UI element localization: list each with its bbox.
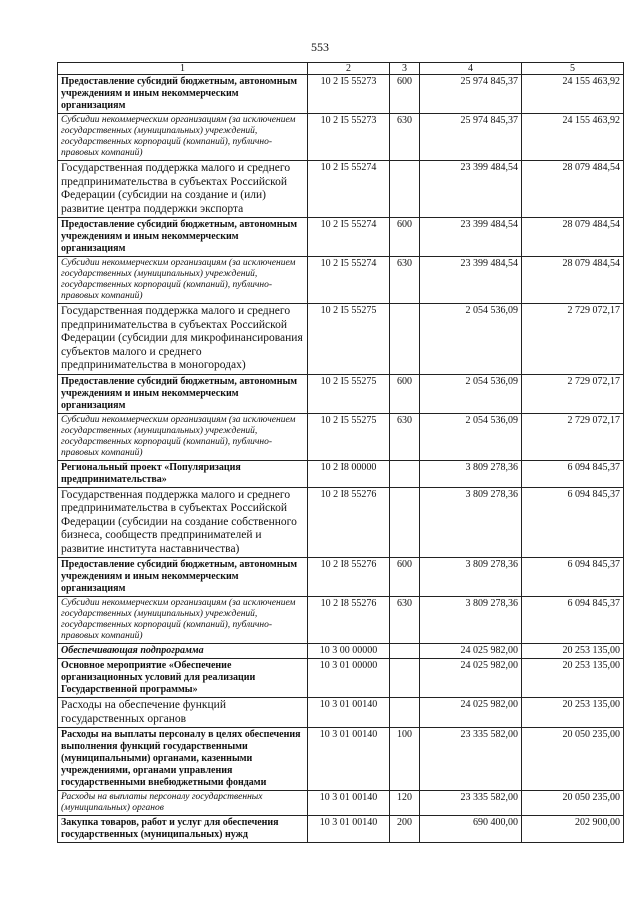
table-row: [58, 75, 624, 114]
row-amount-2024-cell: 20 253 135,00: [522, 644, 624, 659]
row-code-cell: 10 3 00 00000: [308, 644, 390, 659]
row-name-cell: Субсидии некоммерческим организациям (за исключением государственных (муниципальных) учреждений, государственных корпораций (компаний), публично-правовых компаний): [58, 413, 308, 460]
row-name-cell: Государственная поддержка малого и среднего предпринимательства в субъектах Российской Федерации (субсидии на создание и (или) развитие центра поддержки экспорта: [58, 161, 308, 218]
row-amount-2023-cell: 23 335 582,00: [420, 791, 522, 816]
row-code-cell: 10 2 I5 55274: [308, 218, 390, 257]
row-amount-2024-cell: 6 094 845,37: [522, 487, 624, 558]
table-row: [58, 728, 624, 791]
row-expense-type-cell: 600: [390, 75, 420, 114]
table-row: [58, 114, 624, 161]
row-name-cell: Предоставление субсидий бюджетным, автономным учреждениям и иным некоммерческим организациям: [58, 558, 308, 597]
row-amount-2024-cell: 6 094 845,37: [522, 597, 624, 644]
row-expense-type-cell: 600: [390, 558, 420, 597]
row-code-cell: 10 2 I5 55274: [308, 161, 390, 218]
row-amount-2024-cell: 2 729 072,17: [522, 374, 624, 413]
row-name-cell: Государственная поддержка малого и среднего предпринимательства в субъектах Российской Федерации (субсидии для микрофинансирования субъектов малого и среднего предпринимательства в моногородах): [58, 304, 308, 375]
row-name-cell: Предоставление субсидий бюджетным, автономным учреждениям и иным некоммерческим организациям: [58, 75, 308, 114]
row-amount-2024-cell: 28 079 484,54: [522, 257, 624, 304]
row-expense-type-cell: 600: [390, 374, 420, 413]
table-row: [58, 487, 624, 558]
header-cell-3: 3: [390, 63, 420, 75]
row-name-cell: Субсидии некоммерческим организациям (за исключением государственных (муниципальных) учреждений, государственных корпораций (компаний), публично-правовых компаний): [58, 597, 308, 644]
table-row: [58, 644, 624, 659]
row-name-cell: Региональный проект «Популяризация предпринимательства»: [58, 460, 308, 487]
table-row: [58, 218, 624, 257]
row-amount-2024-cell: 20 253 135,00: [522, 698, 624, 728]
row-code-cell: 10 3 01 00140: [308, 698, 390, 728]
row-expense-type-cell: [390, 698, 420, 728]
row-amount-2023-cell: 3 809 278,36: [420, 558, 522, 597]
row-code-cell: 10 2 I5 55275: [308, 304, 390, 375]
row-amount-2023-cell: 25 974 845,37: [420, 75, 522, 114]
page-number: 553: [311, 40, 329, 54]
budget-table: [57, 62, 624, 843]
row-amount-2023-cell: 24 025 982,00: [420, 644, 522, 659]
row-code-cell: 10 2 I5 55275: [308, 374, 390, 413]
row-amount-2024-cell: 24 155 463,92: [522, 75, 624, 114]
row-amount-2024-cell: 20 253 135,00: [522, 659, 624, 698]
table-row: [58, 460, 624, 487]
header-cell-5: 5: [522, 63, 624, 75]
row-expense-type-cell: 600: [390, 218, 420, 257]
row-amount-2023-cell: 23 399 484,54: [420, 218, 522, 257]
row-amount-2023-cell: 2 054 536,09: [420, 304, 522, 375]
table-row: [58, 304, 624, 375]
row-expense-type-cell: 630: [390, 413, 420, 460]
row-name-cell: Государственная поддержка малого и среднего предпринимательства в субъектах Российской Федерации (субсидии на создание собственного бизнеса, сообществ предпринимателей и развитие института наставничества): [58, 487, 308, 558]
table-row: [58, 698, 624, 728]
row-amount-2024-cell: 20 050 235,00: [522, 728, 624, 791]
row-amount-2023-cell: 23 399 484,54: [420, 161, 522, 218]
row-code-cell: 10 2 I8 55276: [308, 487, 390, 558]
row-amount-2023-cell: 2 054 536,09: [420, 374, 522, 413]
row-amount-2023-cell: 3 809 278,36: [420, 460, 522, 487]
row-expense-type-cell: [390, 161, 420, 218]
row-amount-2023-cell: 24 025 982,00: [420, 659, 522, 698]
row-expense-type-cell: [390, 460, 420, 487]
row-expense-type-cell: [390, 304, 420, 375]
row-amount-2023-cell: 2 054 536,09: [420, 413, 522, 460]
row-name-cell: Субсидии некоммерческим организациям (за исключением государственных (муниципальных) учреждений, государственных корпораций (компаний), публично-правовых компаний): [58, 257, 308, 304]
row-amount-2024-cell: 202 900,00: [522, 816, 624, 843]
row-code-cell: 10 2 I5 55273: [308, 75, 390, 114]
table-body: [58, 63, 624, 843]
row-name-cell: Закупка товаров, работ и услуг для обеспечения государственных (муниципальных) нужд: [58, 816, 308, 843]
row-expense-type-cell: 630: [390, 114, 420, 161]
row-code-cell: 10 3 01 00140: [308, 791, 390, 816]
row-name-cell: Основное мероприятие «Обеспечение организационных условий для реализации Государственной программы»: [58, 659, 308, 698]
row-code-cell: 10 2 I8 55276: [308, 597, 390, 644]
row-amount-2023-cell: 3 809 278,36: [420, 487, 522, 558]
table-row: [58, 816, 624, 843]
row-code-cell: 10 3 01 00000: [308, 659, 390, 698]
row-amount-2024-cell: 6 094 845,37: [522, 460, 624, 487]
row-amount-2023-cell: 23 399 484,54: [420, 257, 522, 304]
header-cell-2: 2: [308, 63, 390, 75]
row-amount-2023-cell: 23 335 582,00: [420, 728, 522, 791]
header-cell-1: 1: [58, 63, 308, 75]
row-amount-2024-cell: 24 155 463,92: [522, 114, 624, 161]
row-name-cell: Обеспечивающая подпрограмма: [58, 644, 308, 659]
table-header-row: [58, 63, 624, 75]
row-name-cell: Расходы на выплаты персоналу государственных (муниципальных) органов: [58, 791, 308, 816]
row-amount-2024-cell: 2 729 072,17: [522, 413, 624, 460]
table-row: [58, 413, 624, 460]
table-row: [58, 597, 624, 644]
row-code-cell: 10 2 I8 55276: [308, 558, 390, 597]
row-code-cell: 10 3 01 00140: [308, 816, 390, 843]
row-code-cell: 10 2 I8 00000: [308, 460, 390, 487]
row-name-cell: Предоставление субсидий бюджетным, автономным учреждениям и иным некоммерческим организациям: [58, 374, 308, 413]
row-expense-type-cell: 100: [390, 728, 420, 791]
table-row: [58, 374, 624, 413]
row-expense-type-cell: [390, 487, 420, 558]
table-row: [58, 257, 624, 304]
row-amount-2024-cell: 28 079 484,54: [522, 218, 624, 257]
table-row: [58, 161, 624, 218]
row-name-cell: Предоставление субсидий бюджетным, автономным учреждениям и иным некоммерческим организациям: [58, 218, 308, 257]
row-expense-type-cell: [390, 644, 420, 659]
row-code-cell: 10 2 I5 55274: [308, 257, 390, 304]
row-amount-2024-cell: 28 079 484,54: [522, 161, 624, 218]
table-row: [58, 659, 624, 698]
row-expense-type-cell: 200: [390, 816, 420, 843]
row-expense-type-cell: [390, 659, 420, 698]
row-amount-2024-cell: 20 050 235,00: [522, 791, 624, 816]
row-code-cell: 10 2 I5 55275: [308, 413, 390, 460]
row-amount-2023-cell: 3 809 278,36: [420, 597, 522, 644]
header-cell-4: 4: [420, 63, 522, 75]
row-name-cell: Субсидии некоммерческим организациям (за исключением государственных (муниципальных) учреждений, государственных корпораций (компаний), публично-правовых компаний): [58, 114, 308, 161]
row-amount-2023-cell: 25 974 845,37: [420, 114, 522, 161]
row-name-cell: Расходы на обеспечение функций государственных органов: [58, 698, 308, 728]
row-expense-type-cell: 120: [390, 791, 420, 816]
row-expense-type-cell: 630: [390, 597, 420, 644]
row-amount-2023-cell: 690 400,00: [420, 816, 522, 843]
table-row: [58, 558, 624, 597]
row-amount-2024-cell: 6 094 845,37: [522, 558, 624, 597]
table-row: [58, 791, 624, 816]
row-code-cell: 10 3 01 00140: [308, 728, 390, 791]
row-amount-2024-cell: 2 729 072,17: [522, 304, 624, 375]
row-name-cell: Расходы на выплаты персоналу в целях обеспечения выполнения функций государственными (муниципальными) органами, казенными учреждениями, органами управления государственными внебюджетными фондами: [58, 728, 308, 791]
row-expense-type-cell: 630: [390, 257, 420, 304]
row-amount-2023-cell: 24 025 982,00: [420, 698, 522, 728]
row-code-cell: 10 2 I5 55273: [308, 114, 390, 161]
